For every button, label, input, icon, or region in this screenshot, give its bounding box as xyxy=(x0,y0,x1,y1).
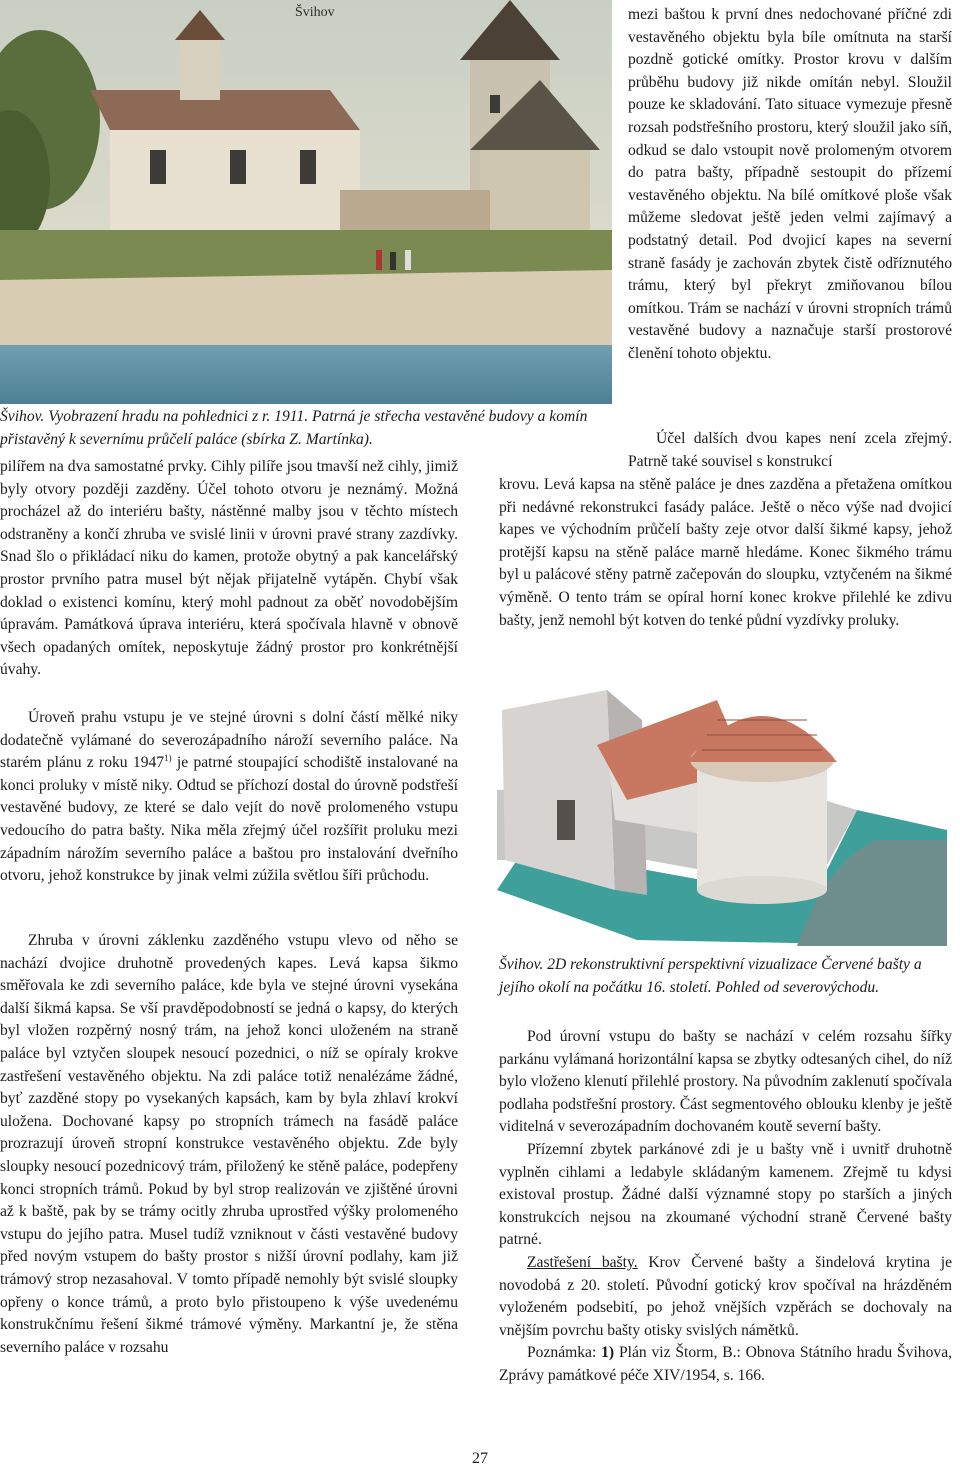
bastion-3d-model xyxy=(497,690,947,946)
postcard-sign: Švihov xyxy=(295,5,335,20)
paragraph-left-2-text-a: Úroveň prahu vstupu je ve stejné úrovni s dolní částí mělké niky dodatečně vylámané do severozápadního nároží severního paláce. Na starém plánu z roku 1947 xyxy=(0,709,458,772)
paragraph-right-c3 xyxy=(499,1252,952,1342)
paragraph-right-c2: Přízemní zbytek parkánové zdi je u bašty vně i uvnitř druhotně vyplněn cihlami a ledabyle skládaným kamenem. Zřejmě tu kdysi existoval prostup. Žádné další významné stopy po starších a jiných konstrukcích nejsou na zkoumané východní straně Červené bašty patrné. xyxy=(499,1140,952,1249)
footnote-ref: 1) xyxy=(164,753,172,763)
paragraph-right-c3-text: Krov Červené bašty a šindelová krytina je novodobá z 20. století. Původní gotický krov spočíval na hrázděném vyloženém podsebití, po jehož vnějších vzpěrách se dochovaly na vnějším povrchu bašty otisky svislých námětků. xyxy=(499,1253,953,1339)
postcard-photo xyxy=(0,0,612,404)
footnote-number: 1) xyxy=(601,1344,615,1362)
footnote xyxy=(499,1342,952,1387)
right-column-bottom xyxy=(499,1026,952,1388)
page-number: 27 xyxy=(472,1450,488,1467)
paragraph-left-3: Zhruba v úrovni záklenku zazděného vstupu vlevo od něho se nachází dvojice druhotně provedených kapes. Levá kapsa šikmo směřovala ke zdi severního paláce, kde byla ve stejné úrovni vysekána další šikmá kapsa. Se vší pravděpodobností se jedná o kapsy, do kterých byl vložen rozpěrný nosný trám, na jehož konci uloženém na straně paláce byl vztyčen sloupek nesoucí pozednici, o níž se opíraly krokve zastřešení vestavěného objektu. Na zdi paláce totiž nenalézáme žádné, byť zazděné stopy po vysekaných kapsách, kam by byla zhlaví krokví uložena. Dochované kapsy po stropních trámech na fasádě paláce prozrazují úroveň stropní konstrukce vestavěného objektu. Zde byly sloupky nesoucí pozednicový trám, přiložený ke stěně paláce, podepřeny konci stropních trámů. Pokud by byl strop realizován ve zjištěné úrovni až k baště, pak by se trámy ocitly zhruba uprostřed výšky prolomeného vstupu do jejího patra. Musel tudíž vzniknout v části vestavěné budovy před novým vstupem do bašty prostor s nižší úrovní podlahy, kam již trámový strop nezasahoval. V tomto případě nemohly být svislé sloupky opřeny o konce trámů, a proto bylo přistoupeno k výše uvedenému konstrukčnímu řešení šikmé trámové výměny. Markantní je, že stěna severního paláce v rozsahu xyxy=(0,932,458,1356)
section-heading-roofing: Zastřešení bašty. xyxy=(527,1253,638,1271)
caption-visualization: Švihov. 2D rekonstruktivní perspektivní vizualizace Červené bašty a jejího okolí na počátku 16. století. Pohled od severovýchodu. xyxy=(499,956,922,996)
paragraph-left-2-text-b: je patrné stoupající schodiště instalované na konci proluky v místě niky. Odtud se příchozí dostal do úrovně podstřeší vestavěné budovy, ze které se dalo vejít do nově prolomeného vstupu vedoucího do patra bašty. Nika měla zřejmý účel rozšířit proluku mezi západním nárožím severního paláce a baštou pro instalování dveřního otvoru, jehož konstrukce by jinak velmi zúžila světlou šíři průchodu. xyxy=(0,754,458,885)
reconstruction-visualization xyxy=(497,690,947,946)
footnote-text: Plán viz Štorm, B.: Obnova Státního hradu Švihova, Zprávy památkové péče XIV/1954, s. 166. xyxy=(499,1344,953,1384)
paragraph-right-a: Účel dalších dvou kapes není zcela zřejmý. Patrně také souvisel s konstrukcí xyxy=(628,430,952,470)
caption-postcard: Švihov. Vyobrazení hradu na pohlednici z r. 1911. Patrná je střecha vestavěné budovy a komín přistavěný k severnímu průčelí paláce (sbírka Z. Martínka). xyxy=(0,408,588,448)
paragraph-left-2 xyxy=(0,707,458,888)
paragraph-right-b: krovu. Levá kapsa na stěně paláce je dnes zazděna a přetažena omítkou při nedávné rekonstrukci fasády paláce. Ještě o něco výše nad dvojicí kapes ve východním průčelí bašty zeje otvor další šikmé kapsy, jehož protější kapsu na stěně paláce marně hledáme. Konec šikmého trámu byl u palácové stěny patrně začepován do sloupku, vztyčeném na šikmé výměně. O tento trám se opíral horní konec krokve přilehlé ke zdivu bašty, jenž nemohl být kotven do tenké půdní vyzdívky proluky. xyxy=(499,476,952,629)
paragraph-right-top: mezi baštou k první dnes nedochované příčné zdi vestavěného objektu byla bíle omítnuta na starší pozdně gotické omítky. Prostor krovu v dalším průběhu budovy již nikde omítán nebyl. Sloužil pouze ke skladování. Tato situace vymezuje přesně rozsah podstřešního prostoru, který sloužil jako síň, odkud se dalo vstoupit nově prolomeným otvorem do patra bašty, případně sestoupit do přízemí vestavěného objektu. Na bílé omítkové ploše však můžeme sledovat ještě jeden velmi zajímavý a podstatný detail. Pod dvojicí kapes na severní straně fasády je zachován zbytek čistě odříznutého trámu, který byl překryt zmiňovanou bílou omítkou. Trám se nachází v úrovni stropních trámů vestavěné budovy a naznačuje starší prostorové členění tohoto objektu. xyxy=(628,6,952,362)
paragraph-left-1: pilířem na dva samostatné prvky. Cihly pilíře jsou tmavší než cihly, jimiž byly otvory později zazděny. Účel tohoto otvoru je neznámý. Možná procházel až do interiéru bašty, nástěnné malby jsou v těchto místech odstraněny a končí zhruba ve svislé linii v úrovni pravé strany zazdívky. Snad šlo o přikládací niku do kamen, protože obytný a pak kancelářský prostor prvního patra musel být nějak přijatelně vytápěn. Chybí však doklad o existenci komínu, který mohl padnout za oběť novodobějším úpravám. Památková úprava interiéru, která spočívala hlavně v obnově všech opadaných omítek, neposkytuje žádný prostor pro konkrétnější úvahy. xyxy=(0,458,458,679)
paragraph-right-c1: Pod úrovní vstupu do bašty se nachází v celém rozsahu šířky parkánu vylámaná horizontální kapsa se zbytky odtesaných cihel, do níž bylo vloženo klenutí přilehlé prostory. Na původním zaklenutí spočívala podlaha podstřešní prostory. Část segmentového oblouku klenby je ještě viditelná v severozápadním dochovaném koutě severní bašty. xyxy=(499,1028,952,1136)
footnote-label: Poznámka: xyxy=(527,1344,602,1362)
postcard-illustration xyxy=(0,0,612,404)
